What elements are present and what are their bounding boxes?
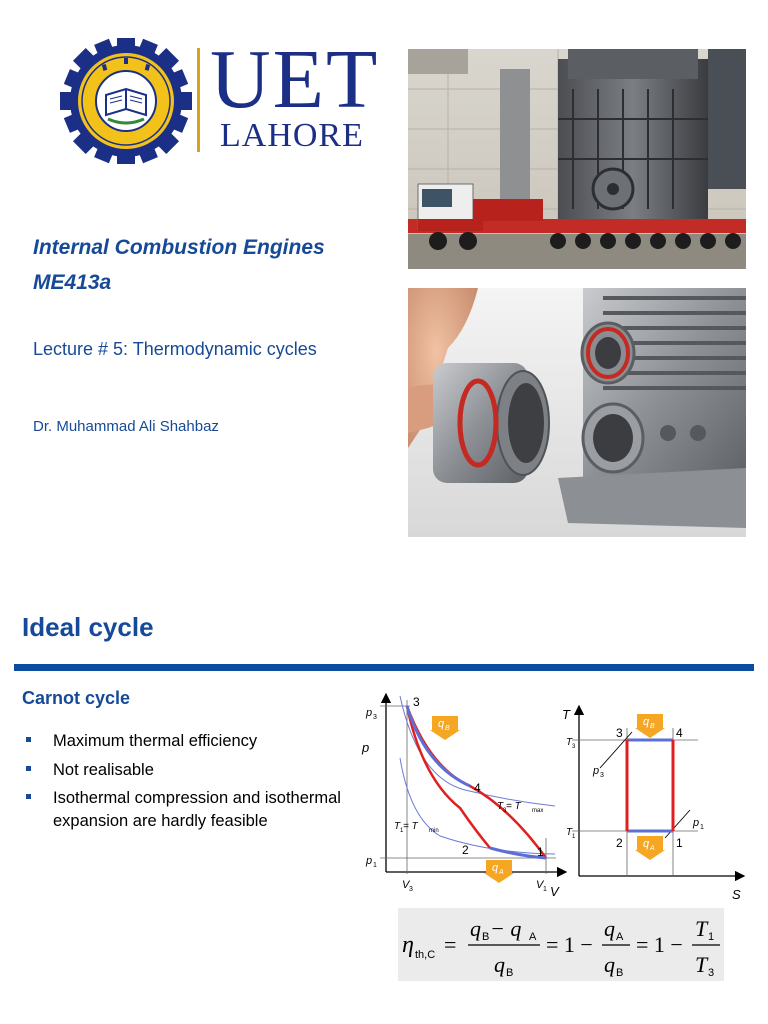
ts-t3-label: T bbox=[566, 737, 573, 748]
slide-title: Ideal cycle bbox=[22, 612, 154, 642]
pv-p3-sub: 3 bbox=[373, 714, 377, 721]
carnot-efficiency-formula bbox=[398, 908, 724, 981]
ts-t-label: T bbox=[562, 707, 570, 722]
pv-p1-label: p bbox=[366, 855, 373, 867]
formula-eta-sub: th,C bbox=[415, 949, 436, 961]
bullet-list bbox=[22, 730, 342, 838]
pv-point-4: 4 bbox=[474, 781, 481, 795]
engine-truck-photo bbox=[408, 49, 746, 269]
ts-t1-label: T bbox=[566, 827, 573, 838]
ts-p1-sub: 1 bbox=[700, 824, 704, 831]
formula-eta: η bbox=[402, 932, 414, 958]
course-title bbox=[33, 230, 325, 300]
pv-qb-sub: B bbox=[445, 725, 450, 732]
bullet-text: Maximum thermal efficiency bbox=[53, 732, 258, 750]
formula-den1-sub: B bbox=[506, 967, 514, 979]
pv-p-label: p bbox=[362, 740, 370, 755]
wordmark-top: UET bbox=[210, 33, 380, 126]
formula-num1-sub-a: A bbox=[529, 931, 537, 943]
formula-num3-t: T bbox=[695, 916, 708, 941]
formula-den3-sub: 3 bbox=[708, 967, 715, 979]
formula-num1-sub-b: B bbox=[482, 931, 490, 943]
formula-equals-1: = bbox=[444, 932, 457, 957]
bullet-square-icon bbox=[26, 737, 31, 742]
pv-point-1: 1 bbox=[537, 845, 544, 859]
lecture-title: Lecture # 5: Thermodynamic cycles bbox=[33, 339, 317, 359]
pv-t1-sub: 1 bbox=[400, 828, 404, 834]
pv-v3-sub: 3 bbox=[409, 886, 413, 893]
bullet-square-icon bbox=[26, 766, 31, 771]
pv-heat-out-arrow bbox=[484, 860, 514, 883]
formula-num2-sub: A bbox=[616, 931, 624, 943]
bullet-item bbox=[22, 787, 342, 832]
pv-diagram bbox=[361, 694, 566, 899]
ts-point-1: 1 bbox=[676, 836, 683, 850]
ts-p3-sub: 3 bbox=[600, 772, 604, 779]
pv-v1-sub: 1 bbox=[543, 886, 547, 893]
formula-equals-2: = 1 − bbox=[546, 932, 593, 957]
title-rule bbox=[14, 664, 754, 671]
bullet-text: Isothermal compression and isothermal expansion are hardly feasible bbox=[53, 789, 341, 830]
pv-p1-sub: 1 bbox=[373, 862, 377, 869]
pv-t1-text: T bbox=[394, 821, 401, 832]
bullet-text: Not realisable bbox=[53, 760, 154, 779]
pv-qa-label: q bbox=[492, 862, 499, 874]
ts-point-2: 2 bbox=[616, 836, 623, 850]
formula-equals-3: = 1 − bbox=[636, 932, 683, 957]
formula-den2-sub: B bbox=[616, 967, 624, 979]
pv-t3-eq: = T bbox=[506, 801, 521, 812]
author-name: Dr. Muhammad Ali Shahbaz bbox=[33, 418, 219, 435]
course-code: ME413a bbox=[33, 271, 112, 294]
pv-point-2: 2 bbox=[462, 843, 469, 857]
ts-qa-sub: A bbox=[650, 845, 655, 852]
formula-den1-q: q bbox=[494, 952, 505, 977]
ts-heat-in-arrow bbox=[635, 714, 665, 738]
ts-heat-out-arrow bbox=[635, 836, 665, 860]
university-seal-icon bbox=[58, 38, 198, 164]
pv-v3-label: V bbox=[402, 879, 410, 891]
pv-qa-sub: A bbox=[499, 869, 504, 876]
carnot-diagrams bbox=[350, 688, 760, 910]
pv-t1-tmin-label bbox=[394, 821, 439, 834]
pv-v1-label: V bbox=[536, 879, 544, 891]
section-subtitle: Carnot cycle bbox=[22, 688, 131, 708]
formula-num2-q: q bbox=[604, 916, 615, 941]
ts-qb-label: q bbox=[643, 716, 650, 728]
pv-t3-tmax-label bbox=[497, 801, 543, 814]
pv-v-label: V bbox=[550, 884, 559, 899]
ts-diagram bbox=[562, 706, 744, 902]
formula-den2-q: q bbox=[604, 952, 615, 977]
logo-divider bbox=[197, 48, 200, 152]
formula-den3-t: T bbox=[695, 952, 708, 977]
pv-qb-label: q bbox=[438, 718, 445, 730]
bullet-item bbox=[22, 759, 342, 782]
ts-t3-sub: 3 bbox=[572, 744, 576, 750]
pv-t3-text: T bbox=[497, 801, 504, 812]
pv-heat-in-arrow bbox=[430, 716, 460, 740]
ts-s-label: S bbox=[732, 887, 741, 902]
pv-t3-sub: 3 bbox=[503, 808, 507, 814]
ts-point-3: 3 bbox=[616, 726, 623, 740]
ts-p3-label: p bbox=[593, 765, 600, 777]
ts-t1-sub: 1 bbox=[572, 834, 576, 840]
pv-t1-eq-sub: min bbox=[429, 828, 439, 834]
ts-p1-label: p bbox=[693, 817, 700, 829]
ts-point-4: 4 bbox=[676, 726, 683, 740]
pv-t3-eq-sub: max bbox=[532, 808, 544, 814]
bullet-square-icon bbox=[26, 794, 31, 799]
bullet-item bbox=[22, 730, 342, 753]
course-name: Internal Combustion Engines bbox=[33, 236, 325, 259]
formula-num1-q: q bbox=[470, 916, 481, 941]
ts-qb-sub: B bbox=[650, 723, 655, 730]
formula-num3-sub: 1 bbox=[708, 931, 715, 943]
pv-p3-label: p bbox=[366, 707, 373, 719]
ts-qa-label: q bbox=[643, 838, 650, 850]
wordmark-bottom: LAHORE bbox=[220, 117, 364, 154]
pv-point-3: 3 bbox=[413, 695, 420, 709]
pv-t1-eq: = T bbox=[403, 821, 418, 832]
engine-cylinder-photo bbox=[408, 288, 746, 537]
formula-num1-minus: − q bbox=[490, 916, 522, 941]
